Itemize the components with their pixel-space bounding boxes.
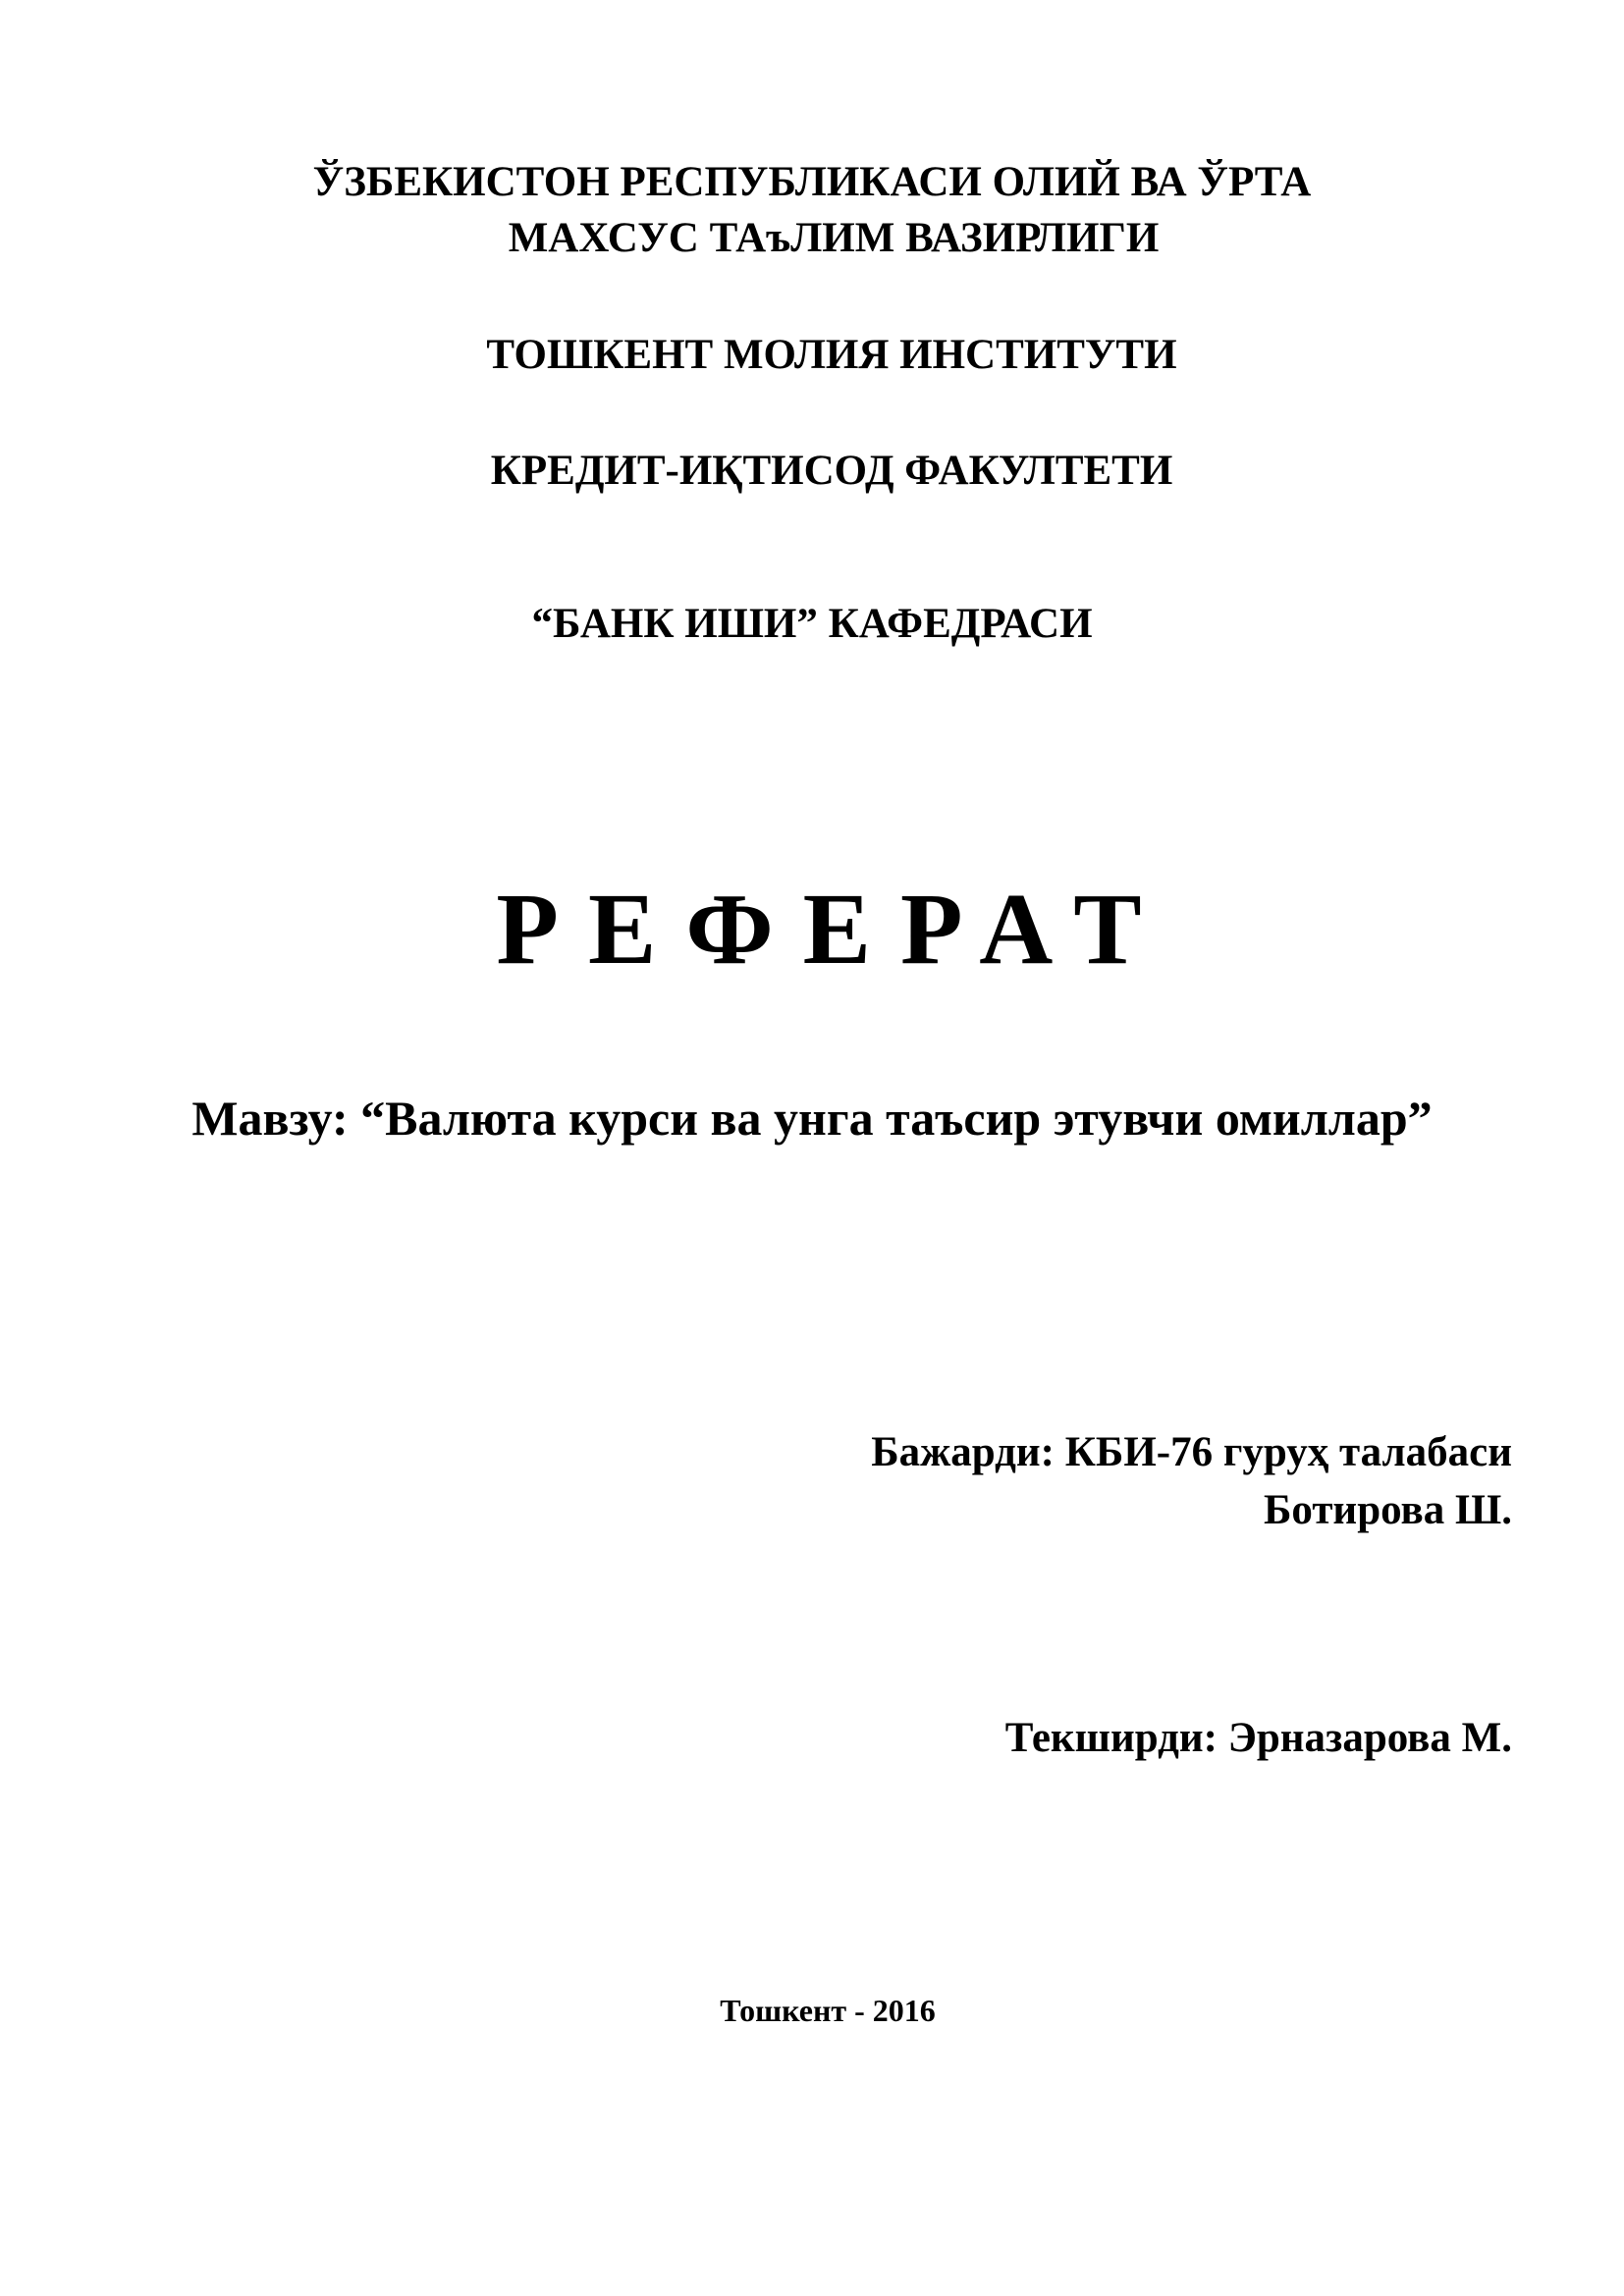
ministry-line-2: МАХСУС ТАъЛИМ ВАЗИРЛИГИ xyxy=(508,215,1160,261)
checked-by-line: Текширди: Эрназарова М. xyxy=(1004,1715,1512,1761)
faculty-name: КРЕДИТ-ИҚТИСОД ФАКУЛТЕТИ xyxy=(490,448,1173,494)
ministry-line-1: ЎЗБЕКИСТОН РЕСПУБЛИКАСИ ОЛИЙ ВА ЎРТА xyxy=(312,159,1312,205)
student-name: Ботирова Ш. xyxy=(1263,1487,1512,1533)
department-name: “БАНК ИШИ” КАФЕДРАСИ xyxy=(531,601,1093,647)
topic-line: Мавзу: “Валюта курси ва унга таъсир этувчи омиллар” xyxy=(191,1091,1433,1146)
place-year: Тошкент - 2016 xyxy=(720,1993,936,2028)
document-title: РЕФЕРАТ xyxy=(496,873,1171,986)
institute-name: ТОШКЕНТ МОЛИЯ ИНСТИТУТИ xyxy=(486,332,1177,378)
performed-by-line: Бажарди: КБИ-76 гуруҳ талабаси xyxy=(871,1429,1512,1475)
